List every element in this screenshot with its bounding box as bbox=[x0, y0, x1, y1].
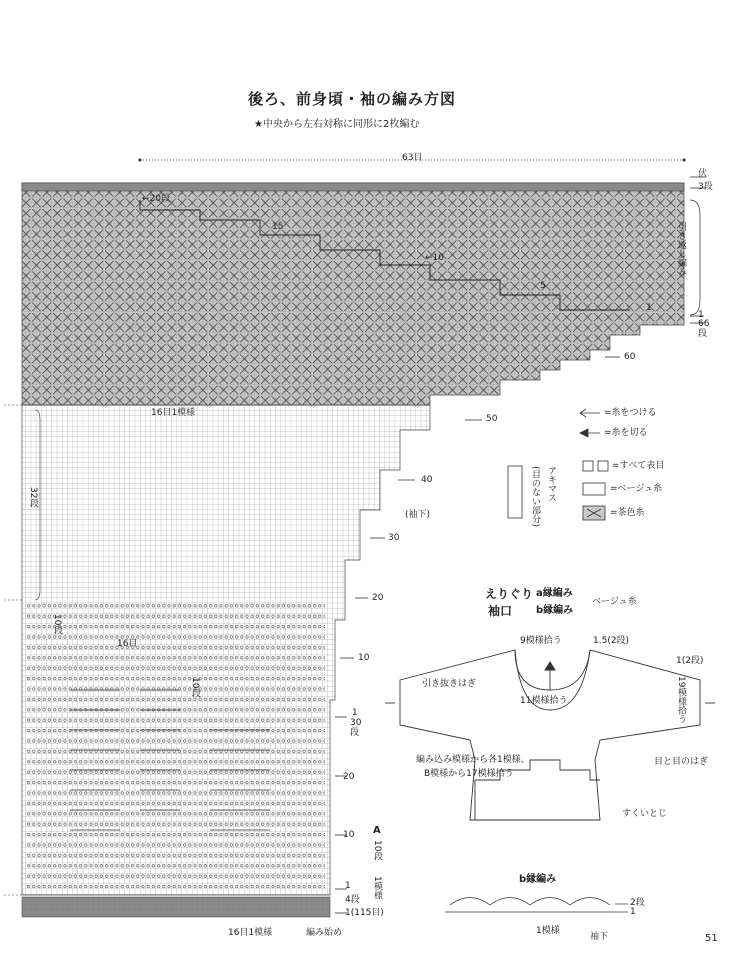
rows-left-10: 10 bbox=[343, 830, 355, 840]
rows30-num: 30 bbox=[350, 718, 362, 728]
row-label-15: 15 bbox=[272, 222, 284, 232]
row-label-30: 30 bbox=[388, 533, 400, 543]
seam-label: すくいとじ bbox=[622, 809, 668, 819]
legend-empty-desc: (目のない部分) bbox=[530, 466, 540, 528]
row-label-40: 40 bbox=[421, 475, 433, 485]
row-label-60: 60 bbox=[624, 352, 636, 362]
row-label-50: 50 bbox=[486, 414, 498, 424]
pick-11: 11模様拾う bbox=[520, 696, 568, 706]
b-edge-sleeve-under: 袖下 bbox=[590, 932, 609, 942]
b-edge-row1: 1 bbox=[630, 907, 636, 917]
short-rows-label: 引き返し編み bbox=[676, 222, 686, 276]
a-one: 1模様 bbox=[372, 876, 382, 900]
motif-repeat-bottom: 16目1模様 bbox=[228, 928, 273, 938]
rows-left-20: 20 bbox=[343, 772, 355, 782]
row-label-5: 5 bbox=[540, 281, 546, 291]
lace-pattern bbox=[25, 600, 325, 895]
motif-repeat-top: 16目1模様 bbox=[151, 408, 196, 418]
page-title: 後ろ、前身頃・袖の編み方図 bbox=[248, 90, 457, 108]
pick-1-2: 1(2段) bbox=[676, 656, 704, 666]
finish-instruction-2: B模様から17模様拾う bbox=[424, 769, 514, 779]
rows66-num: 66 bbox=[698, 319, 710, 329]
neck-label: えりぐり bbox=[485, 587, 534, 601]
cast-on-start: 編み始め bbox=[306, 928, 343, 938]
finish-instruction-1: 編み込み模様から各1模様、 bbox=[416, 755, 530, 765]
rows30-one: 1 bbox=[352, 708, 358, 718]
b-edge-repeat: 1模様 bbox=[536, 926, 560, 936]
bottom-row1: 1 bbox=[345, 881, 351, 891]
b-pattern-label: b縁編み bbox=[536, 605, 574, 616]
a-label: A bbox=[373, 825, 381, 836]
legend-attach: =糸をつける bbox=[604, 408, 657, 418]
rows66-one: 1 bbox=[698, 310, 704, 320]
graft-label: 目と目のはぎ bbox=[654, 757, 709, 767]
legend-cut: =糸を切る bbox=[604, 428, 648, 438]
bottom-rib bbox=[22, 897, 330, 917]
inner-16: 16目 bbox=[117, 639, 138, 649]
bind-off-label: 伏 bbox=[698, 169, 708, 179]
width-label: 63目 bbox=[402, 153, 423, 163]
pick-9: 9模様拾う bbox=[520, 636, 562, 646]
legend-beige: =ベージュ糸 bbox=[610, 484, 663, 494]
legend-brown: =茶色糸 bbox=[610, 508, 645, 518]
legend-symbols bbox=[508, 409, 608, 520]
legend-empty: アキマス bbox=[546, 466, 556, 502]
b-edge-diagram bbox=[445, 898, 628, 913]
rows3-label: 3段 bbox=[698, 182, 713, 192]
page-number: 51 bbox=[705, 933, 718, 944]
a-eq: 10段 bbox=[372, 840, 382, 861]
b-edge-rows2: 2段 bbox=[630, 898, 645, 908]
sleeve-under: (袖下) bbox=[405, 510, 431, 520]
row-label-1: 1 bbox=[646, 303, 652, 313]
left-10-rows: 10段 bbox=[52, 614, 62, 635]
row-label-10: ←10 bbox=[425, 253, 444, 263]
pull-through: 引き抜きはぎ bbox=[422, 679, 477, 689]
yoke-colorwork bbox=[22, 183, 684, 405]
row-label-20: ←20段 bbox=[142, 194, 170, 204]
legend-knit-all: =すべて表目 bbox=[612, 461, 665, 471]
rows30-unit: 段 bbox=[350, 728, 360, 738]
b-edge-title: b縁編み bbox=[519, 874, 557, 885]
pick-19: 19模様拾う bbox=[676, 676, 686, 724]
rows66-unit: 段 bbox=[698, 329, 708, 339]
cuff-label: 袖口 bbox=[488, 604, 513, 618]
page-subtitle: ★中央から左右対称に同形に2枚編む bbox=[254, 119, 420, 130]
row-label-10b: 10 bbox=[358, 653, 370, 663]
a-pattern-label: a縁編み bbox=[536, 588, 573, 599]
bottom-115: 1(115目) bbox=[345, 908, 384, 918]
bottom-rows4: 4段 bbox=[345, 895, 360, 905]
inner-10-rows: 10段 bbox=[190, 677, 200, 698]
left-32-rows: 32段 bbox=[28, 487, 38, 508]
pick-1-5: 1.5(2段) bbox=[593, 636, 630, 646]
sweater-diagram bbox=[385, 650, 715, 820]
edge-yarn: ベージュ糸 bbox=[592, 597, 637, 607]
row-label-20b: 20 bbox=[372, 593, 384, 603]
